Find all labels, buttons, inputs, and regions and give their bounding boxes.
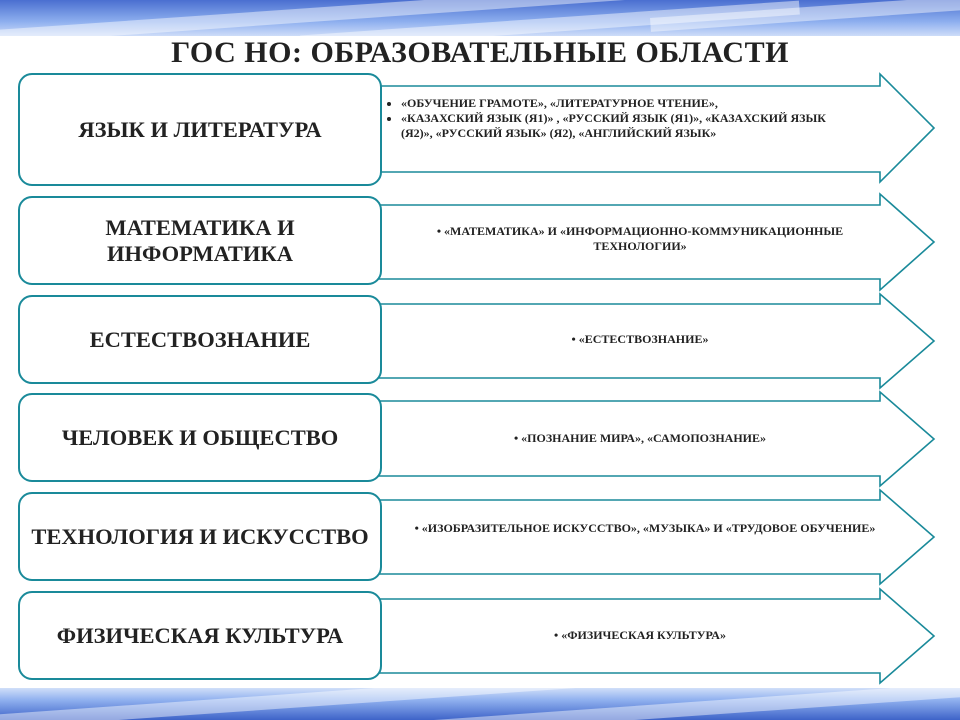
area-box-society [18,393,382,482]
area-label: ФИЗИЧЕСКАЯ КУЛЬТУРА [56,622,344,648]
area-label: ЧЕЛОВЕК И ОБЩЕСТВО [61,424,339,450]
area-box-math [18,196,382,285]
subject-item: «ИЗОБРАЗИТЕЛЬНОЕ ИСКУССТВО», «МУЗЫКА» И «ТРУДОВОЕ ОБУЧЕНИЕ» [421,521,876,535]
area-box-science [18,295,382,384]
area-label: ЯЗЫК И ЛИТЕРАТУРА [78,116,322,142]
area-subjects-math: • «МАТЕМАТИКА» И «ИНФОРМАЦИОННО-КОММУНИКАЦИОННЫЕ ТЕХНОЛОГИИ» [436,224,844,253]
area-label: ТЕХНОЛОГИЯ И ИСКУССТВО [31,523,369,549]
subject-item: • «ОБУЧЕНИЕ ГРАМОТЕ», «ЛИТЕРАТУРНОЕ ЧТЕНИЕ», [401,96,837,111]
subject-item: • «КАЗАХСКИЙ ЯЗЫК (Я1)» , «РУССКИЙ ЯЗЫК (Я1)», «КАЗАХСКИЙ ЯЗЫК (Я2)», «РУССКИЙ ЯЗЫК» (Я2), «АНГЛИЙСКИЙ ЯЗЫК» [401,111,837,141]
subject-item: «ФИЗИЧЕСКАЯ КУЛЬТУРА» [561,628,726,642]
area-box-technology [18,492,382,581]
arrow-row-5 [372,490,934,584]
area-label: ЕСТЕСТВОЗНАНИЕ [89,326,311,352]
area-box-physical [18,591,382,680]
area-subjects-physical: • «ФИЗИЧЕСКАЯ КУЛЬТУРА» [554,628,726,642]
area-box-language [18,73,382,186]
slide-title: ГОС НО: ОБРАЗОВАТЕЛЬНЫЕ ОБЛАСТИ [171,36,789,69]
subject-item: «ПОЗНАНИЕ МИРА», «САМОПОЗНАНИЕ» [521,431,767,445]
area-subjects-technology: • «ИЗОБРАЗИТЕЛЬНОЕ ИСКУССТВО», «МУЗЫКА» И «ТРУДОВОЕ ОБУЧЕНИЕ» [414,521,876,535]
area-subjects-society: • «ПОЗНАНИЕ МИРА», «САМОПОЗНАНИЕ» [513,431,767,445]
subject-item: «МАТЕМАТИКА» И «ИНФОРМАЦИОННО-КОММУНИКАЦИОННЫЕ ТЕХНОЛОГИИ» [444,224,844,253]
area-subjects-science: • «ЕСТЕСТВОЗНАНИЕ» [571,332,709,346]
area-label: МАТЕМАТИКА И ИНФОРМАТИКА [105,214,295,266]
area-subjects-language [387,96,837,141]
subject-item: «ЕСТЕСТВОЗНАНИЕ» [578,332,709,346]
